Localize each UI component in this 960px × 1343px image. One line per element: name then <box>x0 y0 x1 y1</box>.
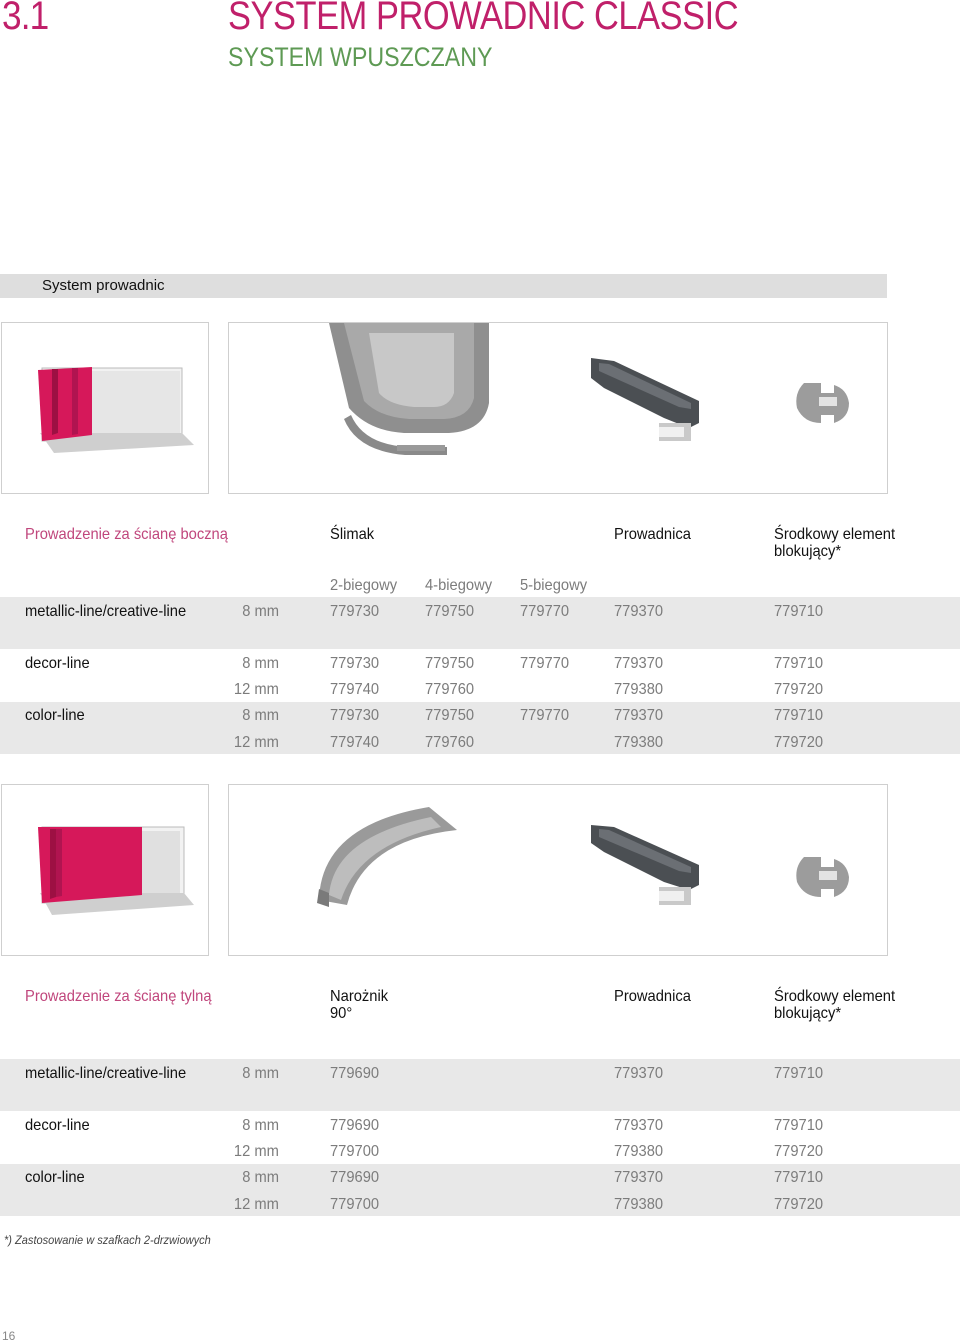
table1-cell: 779370 <box>614 603 664 620</box>
table2-cell: 779690 <box>330 1065 380 1082</box>
table1-cell: 779370 <box>614 655 664 672</box>
table2-cell: 779370 <box>614 1117 664 1134</box>
table1-cell: 779380 <box>614 734 664 751</box>
table1-row-label: decor-line <box>25 655 90 672</box>
table1-row-label: color-line <box>25 707 85 724</box>
table1-cell: 779730 <box>330 707 380 724</box>
footnote: *) Zastosowanie w szafkach 2-drzwiowych <box>4 1233 211 1247</box>
table2-row-mm: 8 mm <box>242 1169 279 1186</box>
table2-cell: 779380 <box>614 1196 664 1213</box>
guide-parts-illustration <box>229 323 887 493</box>
table1-cell: 779770 <box>520 603 570 620</box>
table1-cell: 779750 <box>425 603 475 620</box>
cabinet-side-illustration <box>2 323 208 493</box>
table1-cell: 779760 <box>425 681 475 698</box>
table1-cell: 779720 <box>774 681 824 698</box>
table1-sub-4: 4-biegowy <box>425 577 493 594</box>
table1-col-srodkowy-2: blokujący* <box>774 543 842 560</box>
guide-parts-image <box>228 322 888 494</box>
table1-col-srodkowy-1: Środkowy element <box>774 526 896 543</box>
page-subtitle: SYSTEM WPUSZCZANY <box>228 42 493 72</box>
table2-col-srodkowy-1: Środkowy element <box>774 988 896 1005</box>
table1-row-mm: 8 mm <box>242 707 279 724</box>
table1-cell: 779750 <box>425 655 475 672</box>
table1-cell: 779750 <box>425 707 475 724</box>
table1-cell: 779710 <box>774 707 824 724</box>
table2-row-mm: 8 mm <box>242 1065 279 1082</box>
cabinet-back-wall-image <box>1 784 209 956</box>
table1-cell: 779740 <box>330 734 380 751</box>
table2-cell: 779710 <box>774 1065 824 1082</box>
table1-cell: 779730 <box>330 655 380 672</box>
table1-cell: 779770 <box>520 655 570 672</box>
table1-sub-2: 2-biegowy <box>330 577 398 594</box>
table1-cell: 779710 <box>774 603 824 620</box>
table1-title: Prowadzenie za ścianę boczną <box>25 526 228 543</box>
corner-parts-image <box>228 784 888 956</box>
page-number: 16 <box>2 1329 16 1343</box>
table2-col-naroznik-1: Narożnik <box>330 988 389 1005</box>
table1-col-slimak: Ślimak <box>330 526 375 543</box>
table2-row-mm: 12 mm <box>234 1143 279 1160</box>
table2-col-naroznik-2: 90° <box>330 1005 353 1022</box>
table2-cell: 779370 <box>614 1169 664 1186</box>
table1-row-mm: 8 mm <box>242 655 279 672</box>
table1-col-prowadnica: Prowadnica <box>614 526 691 543</box>
table2-col-srodkowy-2: blokujący* <box>774 1005 842 1022</box>
table2-row-label: color-line <box>25 1169 85 1186</box>
table1-row-mm: 12 mm <box>234 681 279 698</box>
table2-row-mm: 12 mm <box>234 1196 279 1213</box>
table1-cell: 779710 <box>774 655 824 672</box>
section-number: 3.1 <box>2 0 49 38</box>
table1-cell: 779720 <box>774 734 824 751</box>
corner-parts-illustration <box>229 785 887 955</box>
table1-cell: 779380 <box>614 681 664 698</box>
table1-cell: 779740 <box>330 681 380 698</box>
cabinet-side-wall-image <box>1 322 209 494</box>
table1-sub-5: 5-biegowy <box>520 577 588 594</box>
table2-col-prowadnica: Prowadnica <box>614 988 691 1005</box>
table2-cell: 779690 <box>330 1117 380 1134</box>
table2-cell: 779700 <box>330 1143 380 1160</box>
table2-cell: 779720 <box>774 1143 824 1160</box>
table2-cell: 779690 <box>330 1169 380 1186</box>
table2-cell: 779710 <box>774 1117 824 1134</box>
table2-cell: 779370 <box>614 1065 664 1082</box>
table2-cell: 779700 <box>330 1196 380 1213</box>
table1-cell: 779730 <box>330 603 380 620</box>
table1-cell: 779370 <box>614 707 664 724</box>
table1-row-mm: 12 mm <box>234 734 279 751</box>
table1-row-label: metallic-line/creative-line <box>25 603 187 620</box>
section-bar <box>0 274 887 298</box>
table2-row-mm: 8 mm <box>242 1117 279 1134</box>
page-title: SYSTEM PROWADNIC CLASSIC <box>228 0 739 38</box>
table2-cell: 779710 <box>774 1169 824 1186</box>
table2-row-label: decor-line <box>25 1117 90 1134</box>
table2-cell: 779380 <box>614 1143 664 1160</box>
table1-cell: 779760 <box>425 734 475 751</box>
section-bar-label: System prowadnic <box>42 277 165 294</box>
table2-row-label: metallic-line/creative-line <box>25 1065 187 1082</box>
table1-cell: 779770 <box>520 707 570 724</box>
table2-cell: 779720 <box>774 1196 824 1213</box>
table1-row-mm: 8 mm <box>242 603 279 620</box>
cabinet-back-illustration <box>2 785 208 955</box>
table2-title: Prowadzenie za ścianę tylną <box>25 988 212 1005</box>
